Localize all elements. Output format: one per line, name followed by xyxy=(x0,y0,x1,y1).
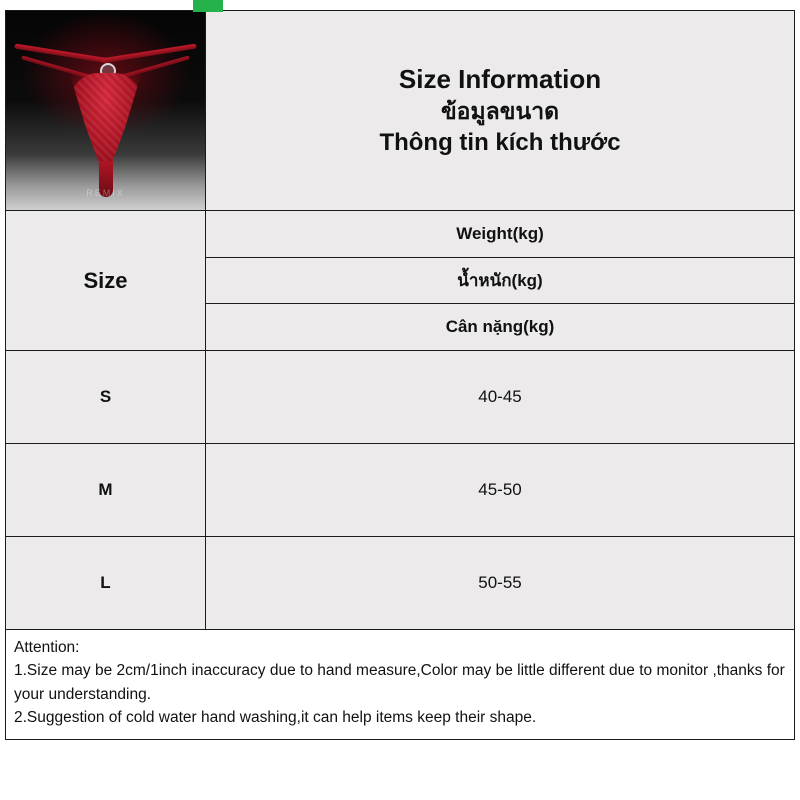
attention-line-2: 2.Suggestion of cold water hand washing,it can help items keep their shape. xyxy=(14,708,537,726)
size-value: S xyxy=(6,351,206,443)
size-value: L xyxy=(6,537,206,629)
weight-header-en: Weight(kg) xyxy=(206,211,794,257)
green-accent-tab xyxy=(193,0,223,12)
weight-column-headers xyxy=(206,211,794,350)
column-headers-row xyxy=(6,211,794,351)
table-row xyxy=(6,444,794,537)
size-value: M xyxy=(6,444,206,536)
attention-block xyxy=(6,630,794,739)
table-header-row xyxy=(6,11,794,211)
weight-header-th: น้ำหนัก(kg) xyxy=(206,257,794,304)
size-column-header: Size xyxy=(6,211,206,350)
title-vietnamese: Thông tin kích thước xyxy=(379,129,621,157)
garment-body xyxy=(70,73,142,169)
attention-line-1: 1.Size may be 2cm/1inch inaccuracy due to hand measure,Color may be little different due to monitor ,thanks for your understanding. xyxy=(14,662,785,703)
weight-value: 45-50 xyxy=(206,444,794,536)
weight-value: 40-45 xyxy=(206,351,794,443)
size-information-table xyxy=(5,10,795,740)
weight-header-vi: Cân nặng(kg) xyxy=(206,303,794,350)
table-row xyxy=(6,351,794,444)
image-watermark: REMIX xyxy=(86,188,125,198)
title-thai: ข้อมูลขนาด xyxy=(440,98,560,125)
weight-value: 50-55 xyxy=(206,537,794,629)
product-image xyxy=(6,11,206,210)
product-photo-graphic xyxy=(6,11,205,210)
table-row xyxy=(6,537,794,630)
attention-heading: Attention: xyxy=(14,639,80,656)
title-english: Size Information xyxy=(398,63,602,94)
title-block xyxy=(206,11,794,210)
